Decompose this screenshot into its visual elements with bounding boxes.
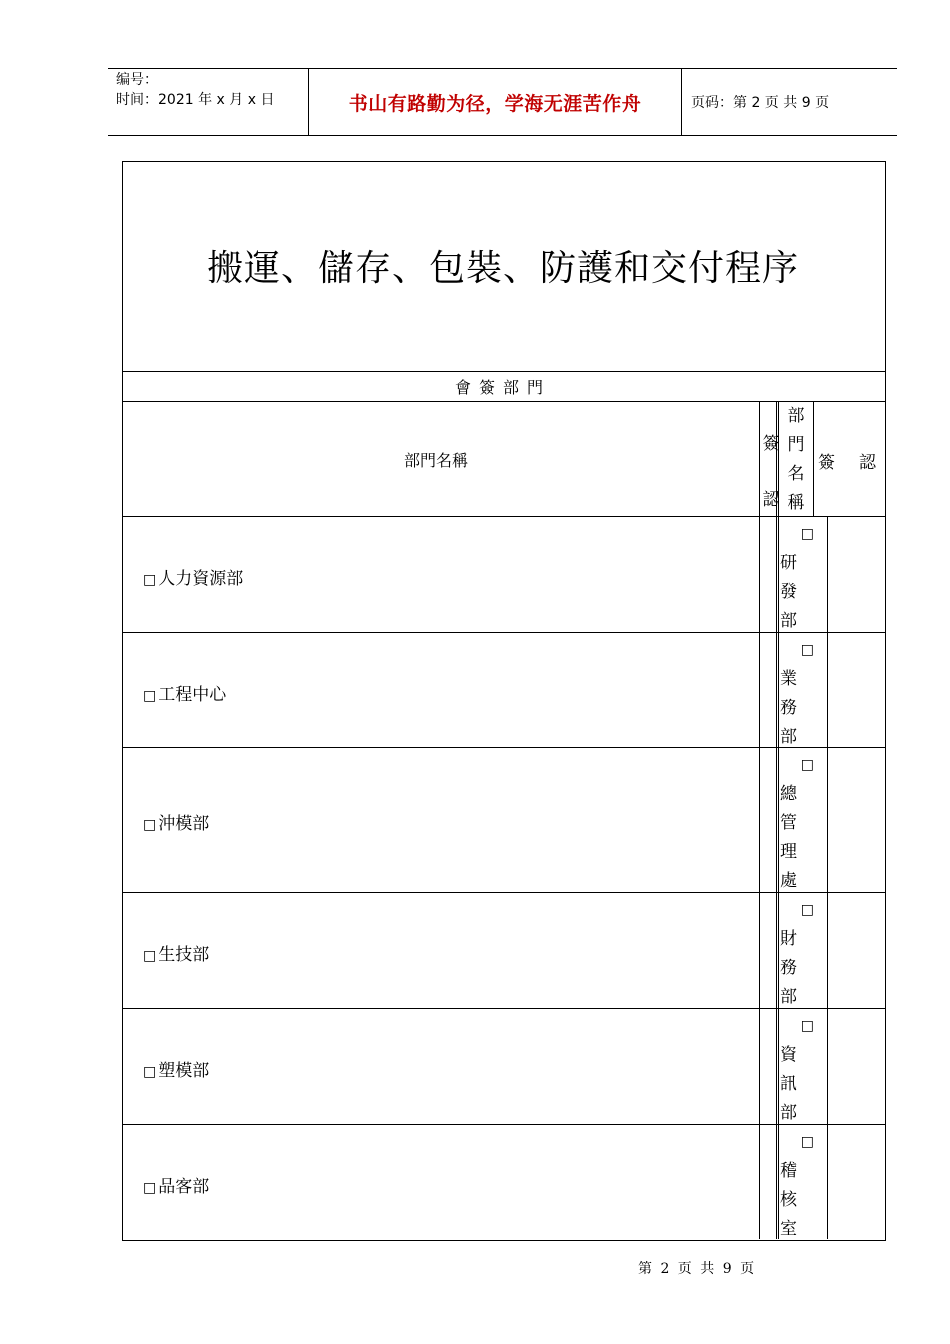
dept-name: 塑模部 (158, 1061, 210, 1081)
header-motto: 书山有路勤为径，学海无涯苦作舟 (348, 92, 642, 115)
dept-name-vertical: 總管理處 (780, 784, 797, 891)
doc-time-label: 时间：2021 年 x 月 x 日 (116, 92, 275, 108)
column-header-char: 稱 (787, 493, 805, 513)
column-header-char: 門 (787, 435, 805, 455)
column-header-char: 認 (762, 490, 780, 510)
column-header-sign: 簽認 (818, 453, 900, 473)
dept-name: 人力資源部 (158, 569, 244, 589)
form-rule (122, 632, 885, 633)
dept-row-left[interactable] (143, 564, 243, 589)
dept-row-right[interactable] (780, 1128, 814, 1244)
checkbox-icon[interactable]: □ (800, 1134, 814, 1150)
checkbox-icon[interactable]: □ (143, 948, 157, 964)
column-header-dept-name: 部門名稱 (404, 451, 469, 470)
dept-name: 生技部 (158, 945, 210, 965)
checkbox-icon[interactable]: □ (800, 1018, 814, 1034)
checkbox-icon[interactable]: □ (143, 1180, 157, 1196)
dept-name-vertical: 研發部 (780, 553, 797, 631)
form-col-rule (813, 402, 814, 517)
cosign-section-header: 會簽部門 (454, 378, 551, 397)
form-rule (122, 747, 885, 748)
header-meta (116, 70, 274, 110)
column-header-dept-name-vertical (786, 402, 806, 518)
form-rule (122, 892, 885, 893)
dept-name-vertical: 財務部 (780, 929, 797, 1007)
dept-row-left[interactable] (143, 1056, 209, 1081)
dept-name: 品客部 (158, 1177, 210, 1197)
checkbox-icon[interactable]: □ (143, 688, 157, 704)
checkbox-icon[interactable]: □ (143, 817, 157, 833)
dept-name-vertical: 稽核室 (780, 1161, 797, 1239)
dept-row-right[interactable] (780, 520, 814, 636)
column-header-sign-vertical (761, 416, 781, 528)
column-header-char: 簽 (762, 434, 780, 454)
footer-page-label: 第 2 页 共 9 页 (638, 1261, 757, 1277)
checkbox-icon[interactable]: □ (800, 526, 814, 542)
dept-name: 工程中心 (158, 685, 227, 705)
column-header-char: 名 (787, 464, 805, 484)
checkbox-icon[interactable]: □ (800, 757, 814, 773)
header-page-label: 页码：第 2 页 共 9 页 (691, 95, 830, 111)
document-title: 搬運、儲存、包裝、防護和交付程序 (206, 247, 799, 289)
checkbox-icon[interactable]: □ (800, 902, 814, 918)
dept-row-right[interactable] (780, 896, 814, 1012)
checkbox-icon[interactable]: □ (800, 642, 814, 658)
checkbox-icon[interactable]: □ (143, 1064, 157, 1080)
dept-row-right[interactable] (780, 636, 814, 752)
dept-row-right[interactable] (780, 751, 814, 896)
form-rule (122, 1124, 885, 1125)
dept-row-left[interactable] (143, 809, 209, 834)
cosign-form (122, 161, 886, 1241)
dept-row-right[interactable] (780, 1012, 814, 1128)
form-col-rule (759, 402, 760, 1239)
header-divider (681, 68, 682, 136)
dept-row-left[interactable] (143, 1172, 209, 1197)
column-header-char: 部 (787, 406, 805, 426)
form-col-rule (827, 517, 828, 1239)
form-rule (122, 401, 885, 402)
dept-name-vertical: 業務部 (780, 669, 797, 747)
dept-row-left[interactable] (143, 940, 209, 965)
checkbox-icon[interactable]: □ (143, 572, 157, 588)
dept-name: 沖模部 (158, 814, 210, 834)
form-rule (122, 1008, 885, 1009)
doc-number-label: 编号： (116, 72, 158, 88)
dept-name-vertical: 資訊部 (780, 1045, 797, 1123)
dept-row-left[interactable] (143, 680, 226, 705)
